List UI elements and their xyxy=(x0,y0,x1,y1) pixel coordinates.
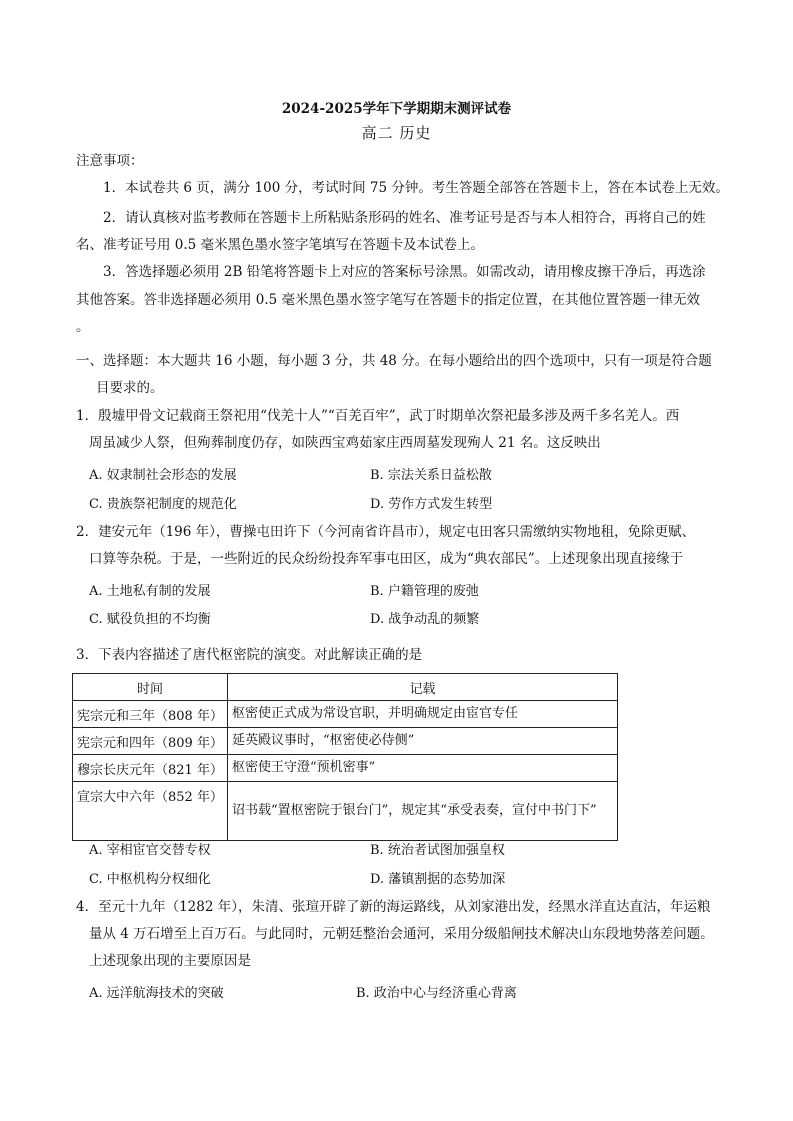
q1-option-d: D. 劳作方式发生转型 xyxy=(370,497,493,512)
section-1-heading: 一、选择题：本大题共 16 小题，每小题 3 分，共 48 分。在每小题给出的四个选项中，只有一项是符合题 xyxy=(76,353,712,369)
table-row xyxy=(73,701,618,728)
q4-option-b: B. 政治中心与经济重心背离 xyxy=(356,986,517,1001)
q1-stem-line-1: 1．殷墟甲骨文记载商王祭祀用“伐羌十人”“百羌百牢”，武丁时期单次祭祀最多涉及两千多名羌人。西 xyxy=(76,408,680,424)
exam-title: 2024-2025学年下学期期末测评试卷 xyxy=(281,101,512,117)
q4-option-a: A. 远洋航海技术的突破 xyxy=(89,986,224,1001)
q4-stem-line-2: 量从 4 万石增至上百万石。与此同时，元朝廷整治会通河，采用分级船闸技术解决山东段地势落差问题。 xyxy=(89,926,714,942)
q3-history-table xyxy=(72,673,618,841)
q2-option-c: C. 赋役负担的不均衡 xyxy=(89,612,211,627)
table-cell-time: 宣宗大中六年（852 年） xyxy=(73,782,228,841)
q2-option-a: A. 土地私有制的发展 xyxy=(89,584,211,599)
table-header-record: 记载 xyxy=(228,674,618,701)
q3-stem: 3．下表内容描述了唐代枢密院的演变。对此解读正确的是 xyxy=(76,647,423,663)
table-header-time: 时间 xyxy=(73,674,228,701)
q3-option-c: C. 中枢机构分权细化 xyxy=(89,872,211,887)
q3-option-d: D. 藩镇割据的态势加深 xyxy=(370,872,506,887)
q2-option-b: B. 户籍管理的废弛 xyxy=(370,584,479,599)
q1-option-c: C. 贵族祭祀制度的规范化 xyxy=(89,497,237,512)
table-cell-time: 宪宗元和四年（809 年） xyxy=(73,728,228,755)
note-3-line-1: 3．答选择题必须用 2B 铅笔将答题卡上对应的答案标号涂黑。如需改动，请用橡皮擦干净后，再选涂 xyxy=(103,264,706,280)
q2-stem-line-1: 2．建安元年（196 年），曹操屯田许下（今河南省许昌市），规定屯田客只需缴纳实物地租，免除更赋、 xyxy=(76,524,696,540)
q2-option-d: D. 战争动乱的频繁 xyxy=(370,612,480,627)
note-2-line-1: 2．请认真核对监考教师在答题卡上所粘贴条形码的姓名、准考证号是否与本人相符合，再将自己的姓 xyxy=(103,210,706,226)
q1-option-a: A. 奴隶制社会形态的发展 xyxy=(89,468,237,483)
table-row xyxy=(73,728,618,755)
note-2-line-2: 名、准考证号用 0.5 毫米黑色墨水签字笔填写在答题卡及本试卷上。 xyxy=(76,237,485,253)
q1-stem-line-2: 周虽减少人祭，但殉葬制度仍存，如陕西宝鸡茹家庄西周墓发现殉人 21 名。这反映出 xyxy=(89,435,601,451)
table-cell-time: 穆宗长庆元年（821 年） xyxy=(73,755,228,782)
table-cell-time: 宪宗元和三年（808 年） xyxy=(73,701,228,728)
table-cell-record: 延英殿议事时，“枢密使必侍侧” xyxy=(228,728,618,755)
notes-heading: 注意事项： xyxy=(76,153,144,169)
q3-option-b: B. 统治者试图加强皇权 xyxy=(370,843,505,858)
table-row xyxy=(73,755,618,782)
q4-stem-line-3: 上述现象出现的主要原因是 xyxy=(89,953,251,969)
note-1: 1．本试卷共 6 页，满分 100 分，考试时间 75 分钟。考生答题全部答在答题卡上，答在本试卷上无效。 xyxy=(103,180,729,196)
note-3-line-2: 其他答案。答非选择题必须用 0.5 毫米黑色墨水签字笔写在答题卡的指定位置，在其他位置答题一律无效 xyxy=(76,292,701,308)
table-cell-record: 枢密使正式成为常设官职，并明确规定由宦官专任 xyxy=(228,701,618,728)
q2-stem-line-2: 口算等杂税。于是，一些附近的民众纷纷投奔军事屯田区，成为“典农部民”。上述现象出现直接缘于 xyxy=(89,551,684,567)
exam-subtitle: 高二 历史 xyxy=(361,124,432,142)
table-cell-record: 枢密使王守澄“预机密事” xyxy=(228,755,618,782)
table-cell-record: 诏书载“置枢密院于银台门”，规定其“承受表奏，宣付中书门下” xyxy=(228,782,618,841)
table-row xyxy=(73,782,618,841)
q3-option-a: A. 宰相宦官交替专权 xyxy=(89,843,211,858)
table-header-row xyxy=(73,674,618,701)
q1-option-b: B. 宗法关系日益松散 xyxy=(370,468,492,483)
section-1-heading-cont: 目要求的。 xyxy=(96,380,164,396)
note-3-line-3: 。 xyxy=(76,319,90,335)
q4-stem-line-1: 4．至元十九年（1282 年），朱清、张瑄开辟了新的海运路线，从刘家港出发，经黑水洋直达直沽，年运粮 xyxy=(76,899,711,915)
